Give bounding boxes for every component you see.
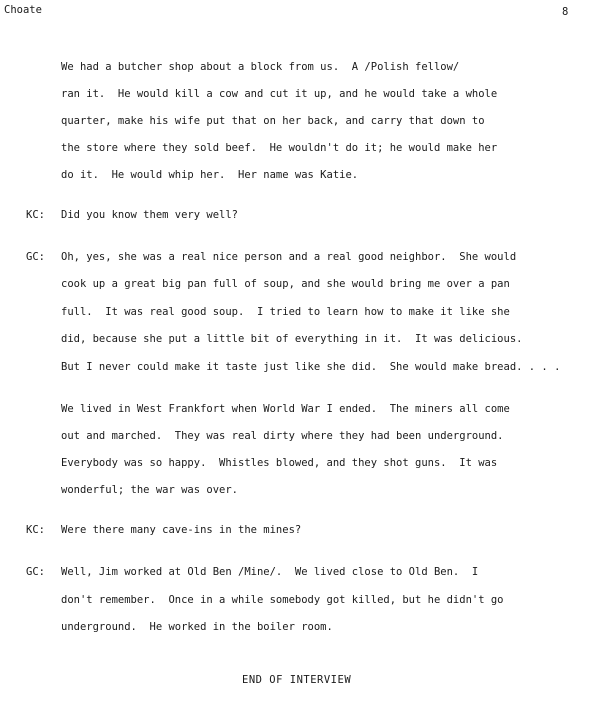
paragraph-1-line-4: the store where they sold beef. He wouldn't do it; he would make her bbox=[61, 142, 498, 154]
speaker-label: GC: bbox=[26, 566, 45, 578]
answer-2-line-3: underground. He worked in the boiler room. bbox=[61, 621, 333, 633]
answer-1-line-1: Oh, yes, she was a real nice person and a real good neighbor. She would bbox=[61, 251, 517, 263]
speaker-label: GC: bbox=[26, 251, 45, 263]
paragraph-1-line-5: do it. He would whip her. Her name was Katie. bbox=[61, 169, 359, 181]
paragraph-4-line-1: We lived in West Frankfort when World War I ended. The miners all come bbox=[61, 403, 510, 415]
answer-1-line-5: But I never could make it taste just like she did. She would make bread. . . . bbox=[61, 361, 561, 373]
paragraph-1-line-3: quarter, make his wife put that on her back, and carry that down to bbox=[61, 115, 485, 127]
paragraph-1-line-1: We had a butcher shop about a block from us. A /Polish fellow/ bbox=[61, 61, 460, 73]
answer-2-line-1: Well, Jim worked at Old Ben /Mine/. We lived close to Old Ben. I bbox=[61, 566, 479, 578]
paragraph-4-line-3: Everybody was so happy. Whistles blowed, and they shot guns. It was bbox=[61, 457, 498, 469]
page-number: 8 bbox=[562, 6, 569, 18]
answer-1-line-4: did, because she put a little bit of everything in it. It was delicious. bbox=[61, 333, 523, 345]
speaker-label: KC: bbox=[26, 209, 45, 221]
question-2-line-1: Were there many cave-ins in the mines? bbox=[61, 524, 302, 536]
paragraph-1-line-2: ran it. He would kill a cow and cut it up, and he would take a whole bbox=[61, 88, 498, 100]
speaker-label: KC: bbox=[26, 524, 45, 536]
header-name: Choate bbox=[4, 4, 42, 16]
paragraph-4-line-4: wonderful; the war was over. bbox=[61, 484, 239, 496]
paragraph-4-line-2: out and marched. They was real dirty where they had been underground. bbox=[61, 430, 504, 442]
answer-2-line-2: don't remember. Once in a while somebody got killed, but he didn't go bbox=[61, 594, 504, 606]
end-of-interview: END OF INTERVIEW bbox=[242, 674, 352, 686]
question-1-line-1: Did you know them very well? bbox=[61, 209, 239, 221]
answer-1-line-3: full. It was real good soup. I tried to learn how to make it like she bbox=[61, 306, 510, 318]
answer-1-line-2: cook up a great big pan full of soup, and she would bring me over a pan bbox=[61, 278, 510, 290]
